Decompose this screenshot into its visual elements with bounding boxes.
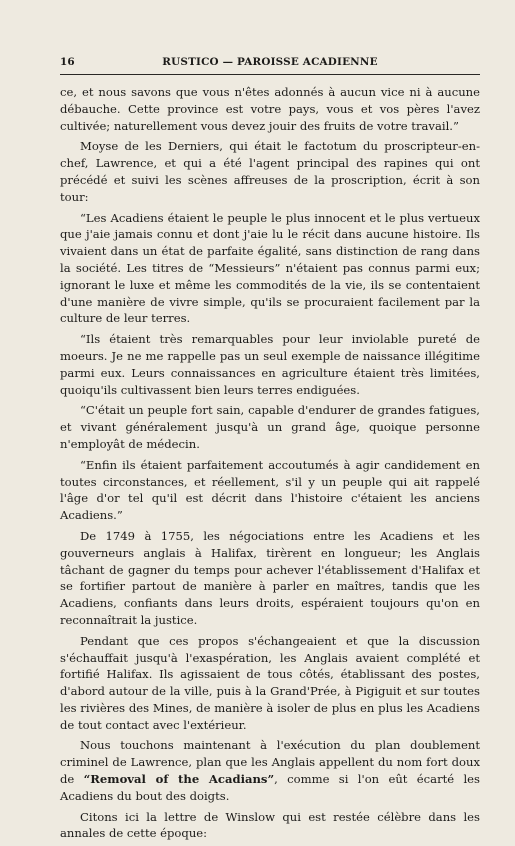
running-title: RUSTICO — PAROISSE ACADIENNE <box>162 56 378 68</box>
quote-paragraph-health: “C'était un peuple fort sain, capable d'endurer de grandes fatigues, et vivant généralement jusqu'à un grand âge, quoique personne n'employât de médecin. <box>60 403 480 451</box>
quote-paragraph-golden-age: “Enfin ils étaient parfaitement accoutumés à agir candidement en toutes circonstances, et réellement, s'il y un peuple qui ait rappelé l'âge d'or tel qu'il est décrit dans l'histoire c'étaient les anciens Acadiens.” <box>60 457 480 523</box>
paragraph-halifax-fortified: Pendant que ces propos s'échangeaient et que la discussion s'échauffait jusqu'à l'exaspération, les Anglais avaient complété et fortifié Halifax. Ils agissaient de tous côtés, établissant des postes, d'abord autour de la ville, puis à la Grand'Prée, à Pigiguit et sur toutes les rivières des Mines, de manière à isoler de plus en plus les Acadiens de tout contact avec l'extérieur. <box>60 633 480 732</box>
removal-of-the-acadians-phrase: “Removal of the Acadians” <box>83 772 275 787</box>
quote-paragraph-purity: “Ils étaient très remarquables pour leur inviolable pureté de moeurs. Je ne me rappelle pas un seul exemple de naissance illégitime parmi eux. Leurs connaissances en agriculture étaient très limitées, quoiqu'ils cultivassent bien leurs terres endiguées. <box>60 332 480 397</box>
paragraph-removal-plan <box>60 737 480 804</box>
book-page <box>60 56 480 846</box>
page-number: 16 <box>60 56 75 68</box>
running-header <box>60 56 480 75</box>
paragraph-moyse: Moyse de les Derniers, qui était le factotum du proscripteur-en-chef, Lawrence, et qui a été l'agent principal des rapines qui ont précédé et suivi les scènes affreuses de la proscription, écrit à son tour: <box>60 139 480 204</box>
paragraph-removal-after: , comme si l'on eût écarté les Acadiens du bout des doigts. <box>60 772 480 803</box>
quote-paragraph-innocent-people: “Les Acadiens étaient le peuple le plus innocent et le plus vertueux que j'aie jamais connu et dont j'aie lu le récit dans aucune histoire. Ils vivaient dans un état de parfaite égalité, sans distinction de rang dans la société. Les titres de “Messieurs” n'étaient pas connus parmi eux; ignorant le luxe et même les commodités de la vie, ils se contentaient d'une manière de vivre simple, qu'ils se procuraient facilement par la culture de leur terres. <box>60 210 480 326</box>
paragraph-removal-before: Nous touchons maintenant à l'exécution du plan doublement criminel de Lawrence, plan que les Anglais appellent du nom fort doux de <box>60 738 480 787</box>
paragraph-negotiations: De 1749 à 1755, les négociations entre les Acadiens et les gouverneurs anglais à Halifax, tirèrent en longueur; les Anglais tâchant de gagner du temps pour achever l'établissement d'Halifax et se fortifier partout de manière à parler en maîtres, tandis que les Acadiens, confiants dans leurs droits, espéraient toujours qu'on en reconnaîtrait la justice. <box>60 528 480 627</box>
paragraph-continuation: ce, et nous savons que vous n'êtes adonnés à aucun vice ni à aucune débauche. Cette province est votre pays, vous et vos pères l'avez cultivée; naturellement vous devez jouir des fruits de votre travail.” <box>60 85 480 133</box>
body-text <box>60 84 480 842</box>
paragraph-winslow-letter: Citons ici la lettre de Winslow qui est restée célèbre dans les annales de cette époque: <box>60 809 480 841</box>
